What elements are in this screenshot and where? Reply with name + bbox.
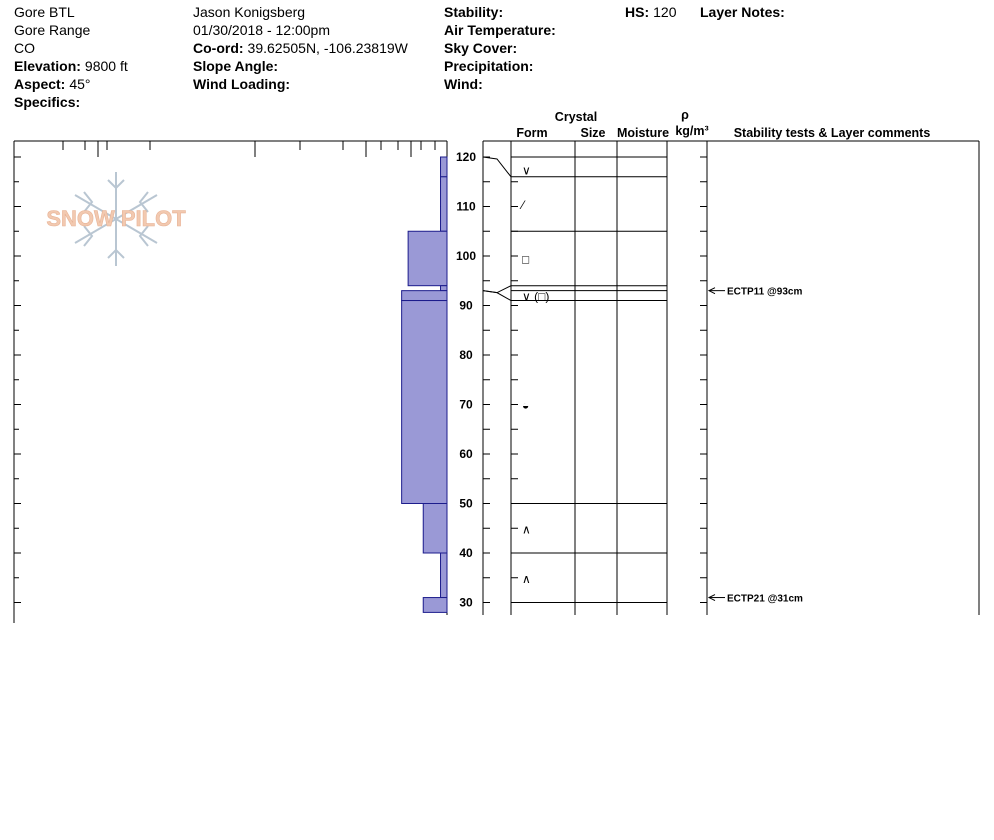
layer-connector xyxy=(483,157,511,177)
y-tick-label: 50 xyxy=(459,496,473,511)
specifics: Specifics: xyxy=(14,94,81,110)
grain-form-symbol: ∧ xyxy=(522,522,531,537)
y-tick-label: 120 xyxy=(455,150,477,164)
location: Gore BTL xyxy=(14,4,75,20)
stability-test-label: ECTP21 @31cm xyxy=(727,593,803,605)
moisture-header: Moisture xyxy=(616,126,670,140)
elevation: Elevation: 9800 ft xyxy=(14,58,128,74)
y-tick-label: 40 xyxy=(459,546,473,560)
y-tick-label: 90 xyxy=(459,298,473,313)
layer-table-frame xyxy=(483,141,979,615)
snowpilot-logo xyxy=(46,172,186,266)
grain-form-symbol: □ xyxy=(522,252,530,267)
stability-test-label: ECTP11 @93cm xyxy=(727,286,803,298)
datetime: 01/30/2018 - 12:00pm xyxy=(193,22,330,38)
hardness-bar xyxy=(441,177,447,231)
state: CO xyxy=(14,40,35,56)
hardness-bar xyxy=(423,598,447,613)
grain-form-symbol: ∧ xyxy=(522,571,531,586)
hardness-bar xyxy=(423,504,447,554)
precipitation-field: Precipitation: xyxy=(444,58,534,74)
layer-notes-field: Layer Notes: xyxy=(700,4,785,20)
y-tick-label: 60 xyxy=(459,447,473,461)
y-tick-label: 110 xyxy=(456,199,476,214)
observer: Jason Konigsberg xyxy=(193,4,306,20)
crystal-header: Crystal xyxy=(554,110,598,124)
stability-header: Stability tests & Layer comments xyxy=(733,126,931,140)
hs-field: HS: 120 xyxy=(625,4,677,20)
grain-form-symbol: ∨ (□) xyxy=(522,289,550,304)
stability-field: Stability: xyxy=(444,4,504,20)
stability-test-annotations xyxy=(709,287,803,605)
rho-header: ρ xyxy=(681,108,689,122)
y-tick-label: 70 xyxy=(459,397,473,412)
hardness-bar xyxy=(408,231,447,285)
aspect: Aspect: 45° xyxy=(14,76,91,92)
y-tick-label: 30 xyxy=(459,595,473,610)
hardness-top-ticks xyxy=(14,141,447,157)
wind-loading: Wind Loading: xyxy=(193,76,291,92)
sky-cover-field: Sky Cover: xyxy=(444,40,518,56)
grain-form-symbol: ∨ xyxy=(522,163,531,178)
hardness-bar xyxy=(441,157,447,177)
form-header: Form xyxy=(516,126,548,140)
grain-form-symbol: ◒ xyxy=(522,398,530,413)
hardness-bar xyxy=(402,301,447,504)
y-tick-label: 100 xyxy=(455,249,477,263)
size-header: Size xyxy=(580,126,606,140)
wind-field: Wind: xyxy=(444,76,483,92)
coordinates: Co-ord: 39.62505N, -106.23819W xyxy=(193,40,408,56)
air-temperature-field: Air Temperature: xyxy=(444,22,556,38)
hardness-bar xyxy=(402,291,447,301)
layer-table-ticks xyxy=(483,157,707,603)
hardness-bar xyxy=(441,286,447,291)
grain-form-symbol: ⁄ xyxy=(522,198,525,213)
logo-text: SNOW PILOT xyxy=(46,206,186,231)
y-axis-labels xyxy=(456,150,476,610)
grain-form-symbols xyxy=(519,163,549,585)
hardness-bars xyxy=(402,157,447,612)
slope-angle: Slope Angle: xyxy=(193,58,279,74)
hardness-bar xyxy=(441,553,447,598)
y-tick-label: 80 xyxy=(459,348,473,362)
density-unit-header: kg/m³ xyxy=(675,124,709,138)
range: Gore Range xyxy=(14,22,91,38)
